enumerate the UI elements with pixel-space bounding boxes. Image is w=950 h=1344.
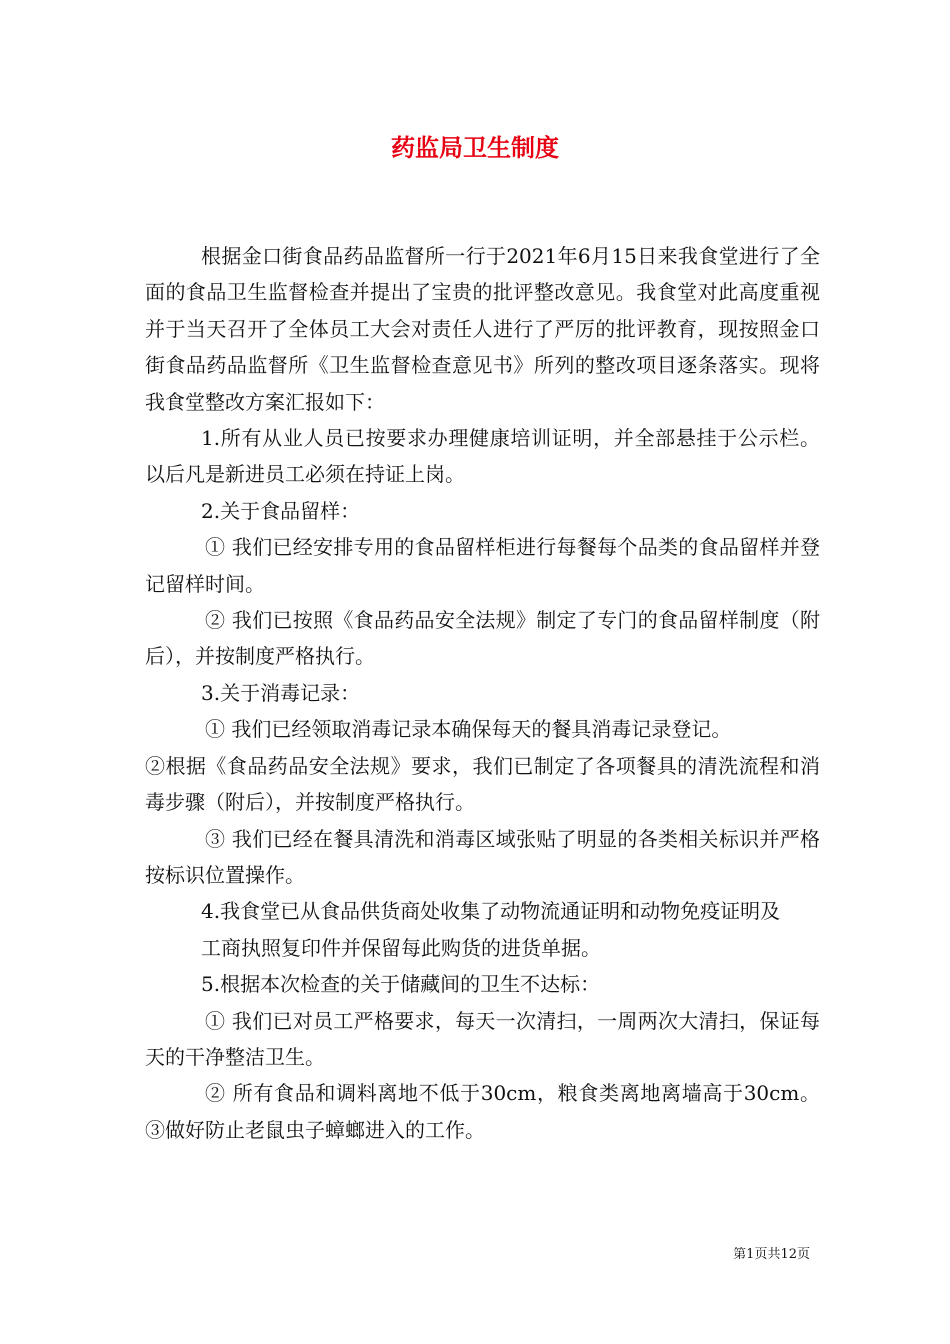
paragraph-item-3-1: ① 我们已经领取消毒记录本确保每天的餐具消毒记录登记。 (205, 717, 732, 742)
paragraph-item-5-2: ② 所有食品和调料离地不低于30cm，粮食类离地离墙高于30cm。③做好防止老鼠虫子蟑螂进入的工作。 (145, 1081, 820, 1142)
paragraph-item-1: 1.所有从业人员已按要求办理健康培训证明，并全部悬挂于公示栏。以后凡是新进员工必须在持证上岗。 (145, 426, 820, 487)
paragraph-item-5-heading: 5.根据本次检查的关于储藏间的卫生不达标： (201, 972, 601, 997)
paragraph-item-4: 4.我食堂已从食品供货商处收集了动物流通证明和动物免疫证明及 (201, 899, 781, 924)
page-number-footer: 第1页共12页 (733, 1247, 810, 1262)
paragraph-item-2-1: ① 我们已经安排专用的食品留样柜进行每餐每个品类的食品留样并登记留样时间。 (145, 535, 820, 596)
paragraph-item-2-heading: 2.关于食品留样： (201, 498, 361, 523)
paragraph-intro: 根据金口街食品药品监督所一行于2021年6月15日来我食堂进行了全面的食品卫生监督检查并提出了宝贵的批评整改意见。我食堂对此高度重视并于当天召开了全体员工大会对责任人进行了严厉的批评教育，现按照金口街食品药品监督所《卫生监督检查意见书》所列的整改项目逐条落实。现将我食堂整改方案汇报如下： (145, 244, 820, 414)
paragraph-item-5-1: ① 我们已对员工严格要求，每天一次清扫，一周两次大清扫，保证每天的干净整洁卫生。 (145, 1008, 820, 1069)
document-title: 药监局卫生制度 (391, 133, 559, 162)
paragraph-item-3-2: ②根据《食品药品安全法规》要求，我们已制定了各项餐具的清洗流程和消毒步骤（附后），并按制度严格执行。 (145, 753, 820, 815)
paragraph-item-3-3: ③ 我们已经在餐具清洗和消毒区域张贴了明显的各类相关标识并严格按标识位置操作。 (145, 826, 820, 887)
paragraph-item-3-heading: 3.关于消毒记录： (201, 680, 361, 705)
paragraph-item-4-continued: 工商执照复印件并保留每此购货的进货单据。 (201, 935, 601, 960)
document-body (145, 238, 820, 1148)
paragraph-item-2-2: ② 我们已按照《食品药品安全法规》制定了专门的食品留样制度（附后），并按制度严格执行。 (145, 608, 820, 669)
